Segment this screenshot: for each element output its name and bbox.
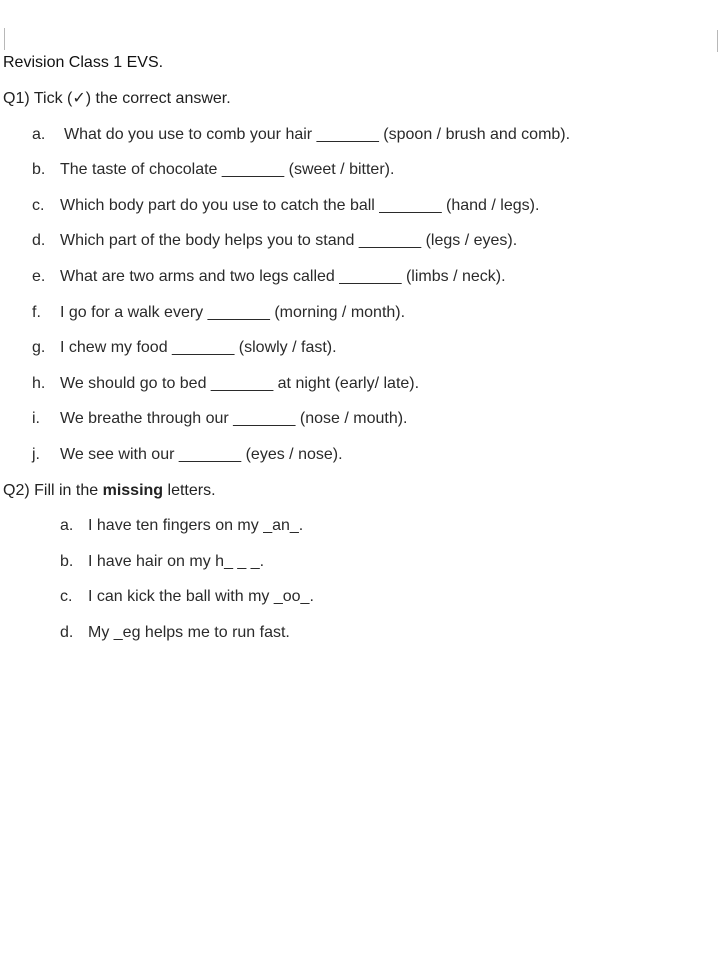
item-text: The taste of chocolate _______ (sweet / bitter). [60, 161, 395, 178]
item-marker: h. [32, 375, 46, 392]
q2-heading-bold: missing [102, 482, 164, 499]
item-marker: a. [32, 126, 46, 143]
crop-mark-left [4, 28, 5, 50]
item-marker: b. [60, 553, 74, 570]
item-text: I have hair on my h_ _ _. [88, 553, 265, 570]
crop-mark-right [717, 30, 718, 52]
item-text: We should go to bed _______ at night (early/ late). [60, 375, 420, 392]
item-marker: c. [32, 197, 45, 214]
item-marker: i. [32, 410, 40, 427]
item-marker: d. [60, 624, 74, 641]
item-text: We breathe through our _______ (nose / mouth). [60, 410, 408, 427]
item-text: I go for a walk every _______ (morning / month). [60, 304, 406, 321]
item-text: I chew my food _______ (slowly / fast). [60, 339, 337, 356]
item-text: Which part of the body helps you to stand _______ (legs / eyes). [60, 232, 518, 249]
item-marker: f. [32, 304, 41, 321]
document-title: Revision Class 1 EVS. [3, 54, 164, 71]
item-marker: g. [32, 339, 46, 356]
item-text: I can kick the ball with my _oo_. [88, 588, 314, 605]
item-text: What are two arms and two legs called _______ (limbs / neck). [60, 268, 506, 285]
item-marker: c. [60, 588, 73, 605]
item-marker: j. [32, 446, 40, 463]
question-2-heading [3, 481, 216, 501]
item-text: We see with our _______ (eyes / nose). [60, 446, 343, 463]
item-marker: b. [32, 161, 46, 178]
q2-heading-suffix: letters. [163, 482, 216, 499]
item-marker: a. [60, 517, 74, 534]
item-marker: d. [32, 232, 46, 249]
item-text: What do you use to comb your hair _______ (spoon / brush and comb). [64, 126, 571, 143]
item-text: My _eg helps me to run fast. [88, 624, 290, 641]
q2-heading-prefix: Q2) Fill in the [3, 482, 103, 499]
item-marker: e. [32, 268, 46, 285]
item-text: Which body part do you use to catch the ball _______ (hand / legs). [60, 197, 540, 214]
item-text: I have ten fingers on my _an_. [88, 517, 304, 534]
question-1-heading: Q1) Tick (✓) the correct answer. [3, 90, 231, 107]
